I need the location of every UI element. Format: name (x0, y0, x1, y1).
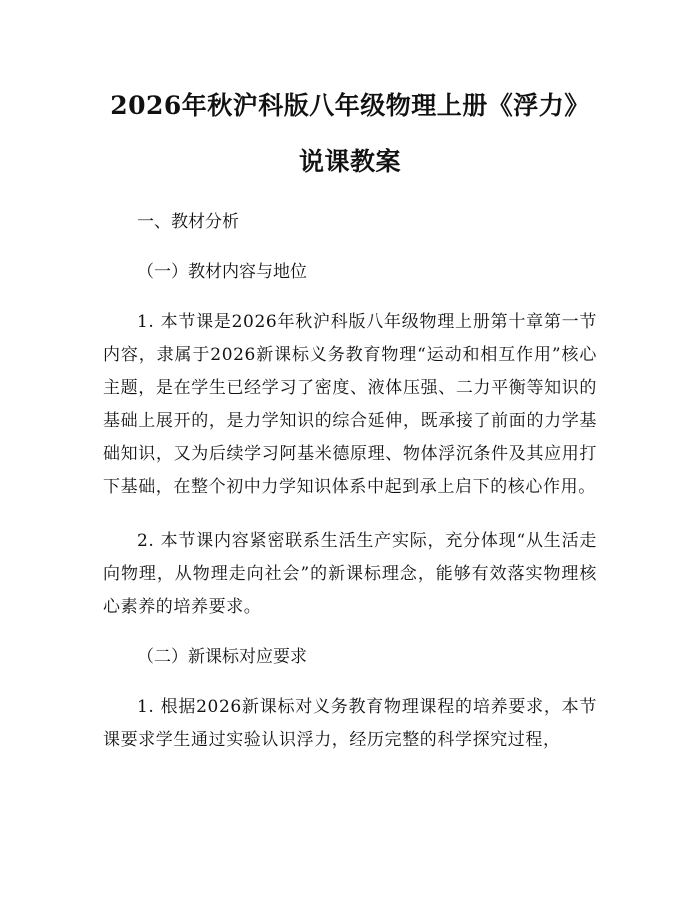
subsection-heading-content-and-position: （一）教材内容与地位 (137, 262, 307, 282)
document-title: 2026年秋沪科版八年级物理上册《浮力》说课教案 (110, 91, 590, 176)
paragraph-content-position-1: 1. 本节课是2026年秋沪科版八年级物理上册第十章第一节内容，隶属于2026新课标义务教育物理“运动和相互作用”核心主题，是在学生已经学习了密度、液体压强、二力平衡等知识的基础上展开的，是力学知识的综合延伸，既承接了前面的力学基础知识，又为后续学习阿基米德原理、物体浮沉条件及其应用打下基础，在整个初中力学知识体系中起到承上启下的核心作用。 (103, 312, 597, 497)
subsection-heading-curriculum-requirements: （二）新课标对应要求 (137, 647, 307, 667)
section-heading-teaching-material-analysis: 一、教材分析 (137, 212, 239, 232)
paragraph-curriculum-requirements-1: 1. 根据2026新课标对义务教育物理课程的培养要求，本节课要求学生通过实验认识浮力，经历完整的科学探究过程， (103, 697, 597, 750)
paragraph-content-position-2: 2. 本节课内容紧密联系生活生产实际，充分体现“从生活走向物理，从物理走向社会”的新课标理念，能够有效落实物理核心素养的培养要求。 (103, 531, 597, 617)
